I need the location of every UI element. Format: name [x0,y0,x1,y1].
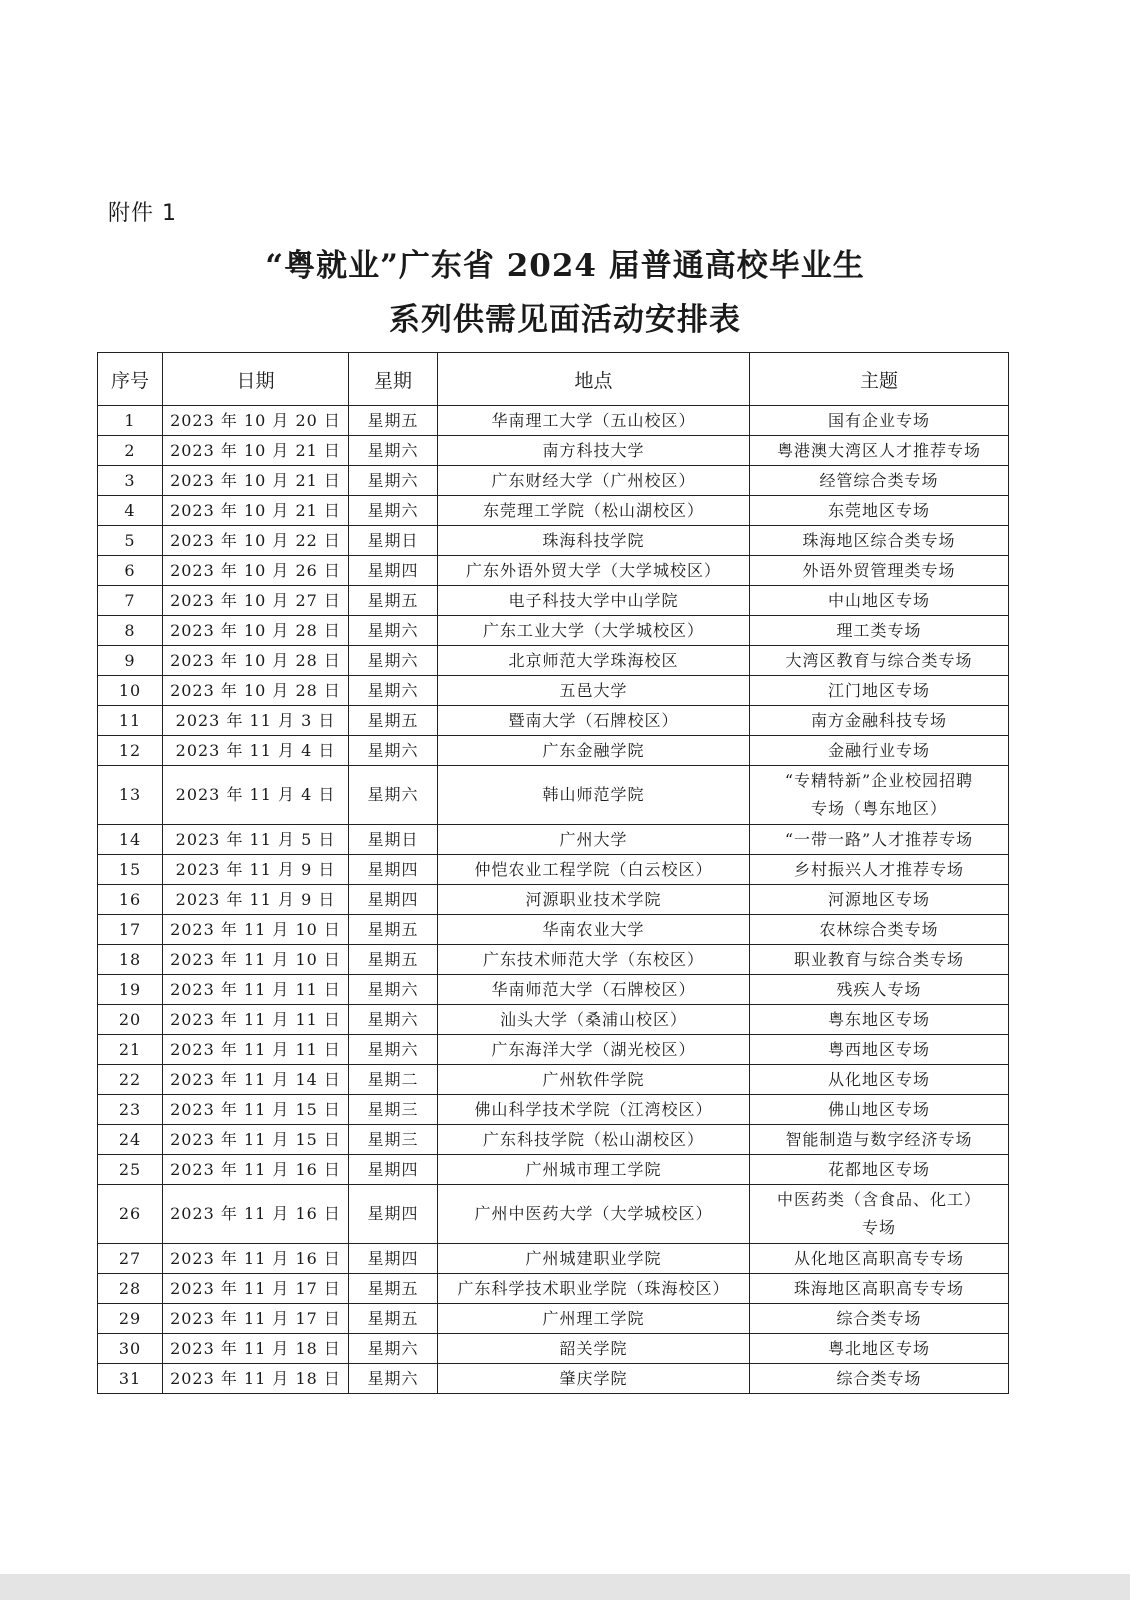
cell-no: 23 [98,1095,163,1125]
cell-no: 21 [98,1035,163,1065]
cell-date: 2023 年 11 月 5 日 [163,825,349,855]
cell-weekday: 星期六 [349,1334,438,1364]
cell-weekday: 星期日 [349,825,438,855]
cell-theme [750,706,1009,736]
cell-no: 13 [98,766,163,825]
cell-location: 广东金融学院 [438,736,750,766]
table-row [98,1005,1009,1035]
theme-line: “一带一路”人才推荐专场 [784,829,974,849]
table-row [98,406,1009,436]
theme-line: 佛山地区专场 [827,1099,930,1119]
cell-date: 2023 年 10 月 21 日 [163,496,349,526]
cell-no: 9 [98,646,163,676]
cell-theme [750,975,1009,1005]
cell-location: 广东财经大学（广州校区） [438,466,750,496]
table-row [98,706,1009,736]
cell-theme [750,1244,1009,1274]
table-row [98,1065,1009,1095]
cell-location: 广东技术师范大学（东校区） [438,945,750,975]
cell-weekday: 星期五 [349,915,438,945]
cell-no: 2 [98,436,163,466]
cell-date: 2023 年 10 月 22 日 [163,526,349,556]
theme-line: 江门地区专场 [827,680,930,700]
cell-weekday: 星期二 [349,1065,438,1095]
cell-date: 2023 年 11 月 15 日 [163,1095,349,1125]
theme-line: 珠海地区高职高专专场 [793,1278,964,1298]
table-row [98,526,1009,556]
cell-no: 28 [98,1274,163,1304]
cell-location: 韶关学院 [438,1334,750,1364]
cell-location: 佛山科学技术学院（江湾校区） [438,1095,750,1125]
cell-theme [750,1005,1009,1035]
cell-location: 汕头大学（桑浦山校区） [438,1005,750,1035]
cell-no: 19 [98,975,163,1005]
theme-line: 河源地区专场 [827,889,930,909]
cell-weekday: 星期五 [349,945,438,975]
table-row [98,1125,1009,1155]
cell-location: 韩山师范学院 [438,766,750,825]
cell-theme [750,406,1009,436]
cell-theme [750,825,1009,855]
cell-no: 3 [98,466,163,496]
document-title-line1: “粤就业”广东省 2024 届普通高校毕业生 [265,248,865,284]
table-row [98,646,1009,676]
cell-location: 肇庆学院 [438,1364,750,1394]
theme-line: 理工类专场 [836,620,922,640]
cell-date: 2023 年 11 月 17 日 [163,1274,349,1304]
table-row [98,1334,1009,1364]
theme-line: 大湾区教育与综合类专场 [785,650,973,670]
theme-line: 综合类专场 [836,1368,922,1388]
cell-weekday: 星期四 [349,885,438,915]
cell-no: 1 [98,406,163,436]
cell-no: 11 [98,706,163,736]
cell-location: 仲恺农业工程学院（白云校区） [438,855,750,885]
cell-weekday: 星期六 [349,1035,438,1065]
cell-date: 2023 年 10 月 20 日 [163,406,349,436]
table-row [98,1304,1009,1334]
cell-date: 2023 年 11 月 9 日 [163,885,349,915]
cell-date: 2023 年 11 月 9 日 [163,855,349,885]
table-row [98,975,1009,1005]
theme-line: 残疾人专场 [836,979,922,999]
cell-date: 2023 年 11 月 16 日 [163,1155,349,1185]
cell-theme [750,1304,1009,1334]
cell-weekday: 星期六 [349,616,438,646]
theme-line: 乡村振兴人才推荐专场 [793,859,964,879]
cell-theme [750,646,1009,676]
cell-location: 南方科技大学 [438,436,750,466]
cell-no: 7 [98,586,163,616]
cell-date: 2023 年 11 月 11 日 [163,975,349,1005]
cell-location: 五邑大学 [438,676,750,706]
cell-date: 2023 年 11 月 17 日 [163,1304,349,1334]
cell-date: 2023 年 11 月 11 日 [163,1035,349,1065]
theme-line: 从化地区高职高专专场 [793,1248,964,1268]
cell-weekday: 星期五 [349,1304,438,1334]
table-row [98,616,1009,646]
theme-line: 花都地区专场 [827,1159,930,1179]
table-row [98,736,1009,766]
cell-location: 华南农业大学 [438,915,750,945]
theme-line: 金融行业专场 [827,740,930,760]
cell-date: 2023 年 11 月 15 日 [163,1125,349,1155]
cell-date: 2023 年 11 月 3 日 [163,706,349,736]
cell-location: 广东科技学院（松山湖校区） [438,1125,750,1155]
cell-date: 2023 年 10 月 21 日 [163,466,349,496]
theme-line: 经管综合类专场 [819,470,939,490]
cell-theme [750,436,1009,466]
header-theme: 主题 [750,353,1009,406]
cell-location: 暨南大学（石牌校区） [438,706,750,736]
theme-line: 粤东地区专场 [827,1009,930,1029]
cell-location: 东莞理工学院（松山湖校区） [438,496,750,526]
cell-location: 广州大学 [438,825,750,855]
cell-date: 2023 年 11 月 18 日 [163,1334,349,1364]
cell-theme [750,1155,1009,1185]
cell-no: 31 [98,1364,163,1394]
table-row [98,915,1009,945]
cell-theme [750,1125,1009,1155]
table-row [98,1364,1009,1394]
theme-line: 东莞地区专场 [827,500,930,520]
theme-line: 粤北地区专场 [827,1338,930,1358]
cell-no: 26 [98,1185,163,1244]
theme-line: 职业教育与综合类专场 [793,949,964,969]
theme-line: 中山地区专场 [827,590,930,610]
cell-location: 华南理工大学（五山校区） [438,406,750,436]
table-row [98,766,1009,825]
cell-date: 2023 年 10 月 27 日 [163,586,349,616]
cell-no: 8 [98,616,163,646]
cell-theme [750,915,1009,945]
cell-date: 2023 年 10 月 21 日 [163,436,349,466]
theme-line: 专场 [861,1218,896,1237]
cell-date: 2023 年 11 月 11 日 [163,1005,349,1035]
cell-weekday: 星期五 [349,706,438,736]
cell-location: 广东外语外贸大学（大学城校区） [438,556,750,586]
cell-no: 4 [98,496,163,526]
theme-line: 中医药类（含食品、化工） [776,1190,981,1209]
cell-no: 5 [98,526,163,556]
theme-line: 南方金融科技专场 [810,710,947,730]
cell-location: 广州城建职业学院 [438,1244,750,1274]
cell-weekday: 星期五 [349,406,438,436]
cell-weekday: 星期四 [349,1155,438,1185]
cell-no: 29 [98,1304,163,1334]
cell-weekday: 星期六 [349,496,438,526]
table-row [98,1185,1009,1244]
cell-weekday: 星期六 [349,436,438,466]
cell-no: 20 [98,1005,163,1035]
table-row [98,676,1009,706]
cell-location: 河源职业技术学院 [438,885,750,915]
cell-location: 电子科技大学中山学院 [438,586,750,616]
cell-theme [750,945,1009,975]
cell-theme [750,855,1009,885]
cell-no: 15 [98,855,163,885]
cell-weekday: 星期四 [349,1185,438,1244]
table-row [98,1095,1009,1125]
cell-no: 22 [98,1065,163,1095]
theme-line: 外语外贸管理类专场 [802,560,956,580]
table-row [98,586,1009,616]
cell-theme [750,1364,1009,1394]
table-row [98,825,1009,855]
theme-line: 粤西地区专场 [827,1039,930,1059]
document-title-line2: 系列供需见面活动安排表 [389,302,741,338]
cell-date: 2023 年 10 月 26 日 [163,556,349,586]
table-row [98,885,1009,915]
schedule-table-body [98,406,1009,1394]
cell-weekday: 星期三 [349,1095,438,1125]
table-row [98,1035,1009,1065]
cell-date: 2023 年 10 月 28 日 [163,646,349,676]
cell-theme [750,766,1009,825]
cell-location: 广东工业大学（大学城校区） [438,616,750,646]
header-weekday: 星期 [349,353,438,406]
cell-location: 广州软件学院 [438,1065,750,1095]
cell-no: 14 [98,825,163,855]
cell-weekday: 星期四 [349,556,438,586]
header-no: 序号 [98,353,163,406]
table-row [98,855,1009,885]
theme-line: 珠海地区综合类专场 [802,530,956,550]
cell-weekday: 星期日 [349,526,438,556]
theme-line: 粤港澳大湾区人才推荐专场 [776,440,981,460]
cell-weekday: 星期三 [349,1125,438,1155]
theme-line: 智能制造与数字经济专场 [785,1129,973,1149]
cell-weekday: 星期六 [349,766,438,825]
cell-date: 2023 年 10 月 28 日 [163,616,349,646]
cell-weekday: 星期六 [349,466,438,496]
cell-weekday: 星期六 [349,646,438,676]
theme-line: 国有企业专场 [827,410,930,430]
cell-no: 6 [98,556,163,586]
cell-weekday: 星期六 [349,736,438,766]
cell-date: 2023 年 11 月 4 日 [163,766,349,825]
cell-theme [750,616,1009,646]
cell-theme [750,885,1009,915]
cell-theme [750,676,1009,706]
cell-location: 华南师范大学（石牌校区） [438,975,750,1005]
header-location: 地点 [438,353,750,406]
cell-date: 2023 年 11 月 4 日 [163,736,349,766]
cell-no: 12 [98,736,163,766]
cell-weekday: 星期四 [349,1244,438,1274]
cell-date: 2023 年 11 月 14 日 [163,1065,349,1095]
theme-line: 农林综合类专场 [819,919,939,939]
cell-theme [750,526,1009,556]
cell-date: 2023 年 10 月 28 日 [163,676,349,706]
cell-weekday: 星期六 [349,1364,438,1394]
cell-location: 广州理工学院 [438,1304,750,1334]
page-bottom-band [0,1574,1130,1600]
table-row [98,1155,1009,1185]
cell-weekday: 星期六 [349,1005,438,1035]
table-row [98,945,1009,975]
cell-weekday: 星期五 [349,1274,438,1304]
cell-date: 2023 年 11 月 16 日 [163,1185,349,1244]
cell-theme [750,1095,1009,1125]
table-row [98,1244,1009,1274]
cell-no: 27 [98,1244,163,1274]
cell-theme [750,586,1009,616]
cell-no: 16 [98,885,163,915]
cell-weekday: 星期六 [349,676,438,706]
cell-date: 2023 年 11 月 10 日 [163,915,349,945]
cell-theme [750,496,1009,526]
table-row [98,466,1009,496]
cell-location: 广东科学技术职业学院（珠海校区） [438,1274,750,1304]
attachment-label: 附件 1 [108,201,177,226]
cell-theme [750,1334,1009,1364]
cell-no: 10 [98,676,163,706]
table-row [98,556,1009,586]
cell-date: 2023 年 11 月 16 日 [163,1244,349,1274]
cell-no: 25 [98,1155,163,1185]
table-header-row [98,353,1009,406]
table-row [98,496,1009,526]
cell-date: 2023 年 11 月 10 日 [163,945,349,975]
theme-line: “专精特新”企业校园招聘 [784,771,974,790]
cell-no: 24 [98,1125,163,1155]
cell-no: 18 [98,945,163,975]
cell-theme [750,466,1009,496]
cell-location: 广州城市理工学院 [438,1155,750,1185]
cell-theme [750,1065,1009,1095]
header-date: 日期 [163,353,349,406]
cell-weekday: 星期六 [349,975,438,1005]
cell-no: 30 [98,1334,163,1364]
theme-line: 专场（粤东地区） [810,799,947,818]
table-row [98,1274,1009,1304]
cell-no: 17 [98,915,163,945]
cell-theme [750,556,1009,586]
cell-theme [750,1185,1009,1244]
cell-weekday: 星期五 [349,586,438,616]
cell-weekday: 星期四 [349,855,438,885]
table-row [98,436,1009,466]
cell-date: 2023 年 11 月 18 日 [163,1364,349,1394]
cell-location: 广东海洋大学（湖光校区） [438,1035,750,1065]
theme-line: 从化地区专场 [827,1069,930,1089]
cell-theme [750,1274,1009,1304]
cell-theme [750,736,1009,766]
cell-theme [750,1035,1009,1065]
cell-location: 广州中医药大学（大学城校区） [438,1185,750,1244]
theme-line: 综合类专场 [836,1308,922,1328]
cell-location: 北京师范大学珠海校区 [438,646,750,676]
cell-location: 珠海科技学院 [438,526,750,556]
schedule-table [97,352,1009,1394]
